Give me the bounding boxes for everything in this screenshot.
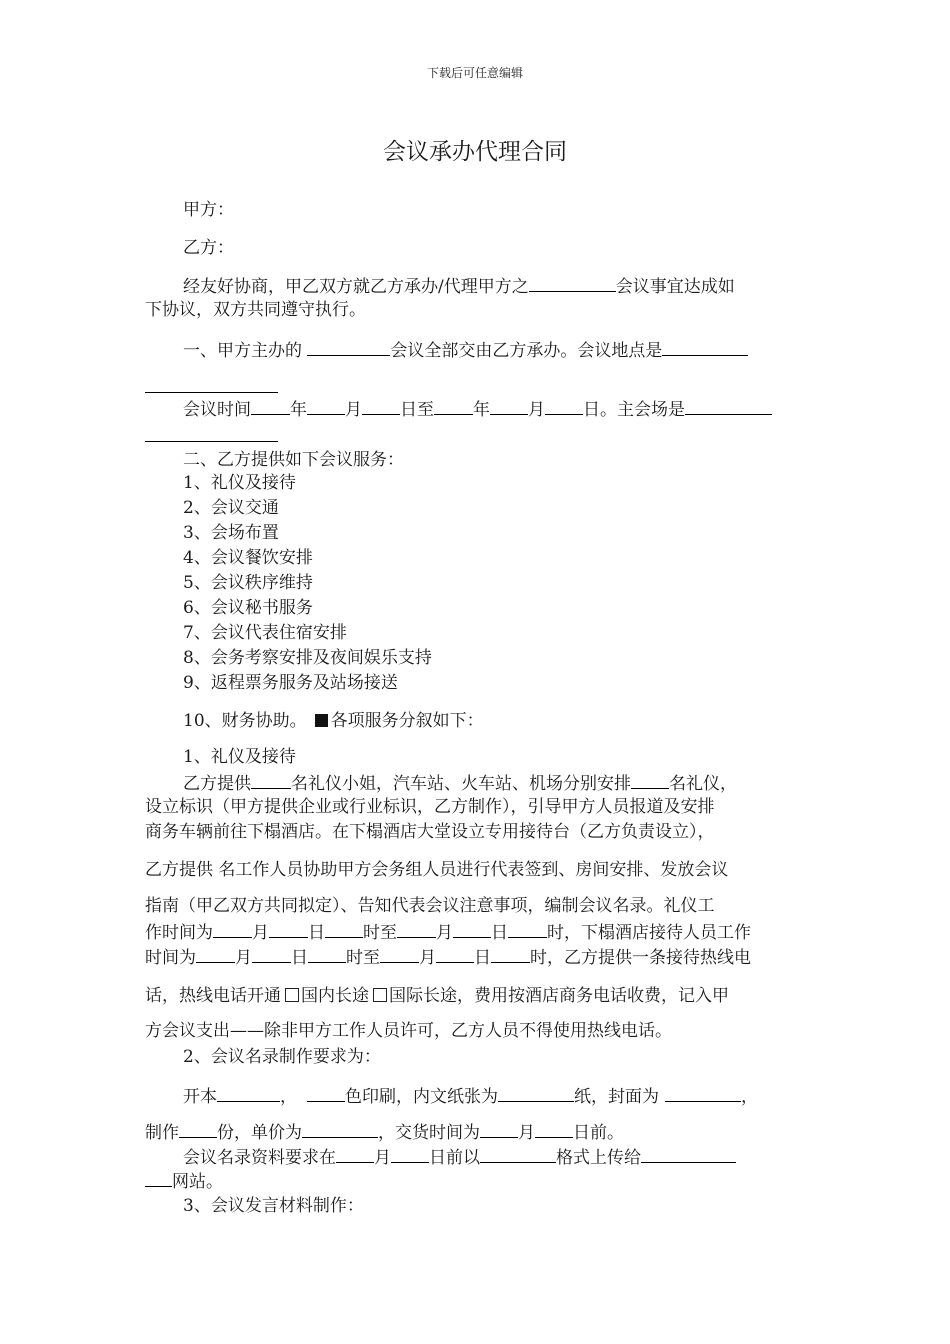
meeting-name-blank — [529, 273, 616, 292]
blank — [308, 944, 346, 963]
delivery-day: 日前。 — [573, 1123, 624, 1143]
item10-details-intro: 各项服务分叙如下： — [330, 711, 484, 731]
price-label: 份，单价为 — [217, 1123, 302, 1143]
reception-line-4: 乙方提供 名工作人员协助甲方会务组人员进行代表签到、房间安排、发放会议 — [145, 860, 729, 880]
start-year-blank — [251, 396, 290, 415]
sec1-text-a: 一、甲方主办的 — [183, 341, 308, 361]
meeting-time-line — [183, 396, 772, 422]
comma-2: ， — [741, 1087, 758, 1107]
l6-day-2: 日 — [491, 923, 508, 943]
station-hostess-blank — [631, 770, 669, 789]
start-day-blank — [362, 396, 400, 415]
time-day-2: 日。主会场是 — [583, 400, 685, 420]
l8-text-a: 话，热线电话开通 — [145, 986, 281, 1006]
l7-hour: 时至 — [346, 948, 380, 968]
l6-text-c: 时，下榻酒店接待人员工作 — [547, 923, 751, 943]
blank — [213, 919, 252, 938]
contract-title: 会议承办代理合同 — [383, 139, 567, 165]
l7-month-2: 月 — [419, 948, 436, 968]
party-b-label: 乙方： — [183, 238, 234, 258]
section-1-line — [183, 337, 748, 363]
upload-format-blank — [480, 1144, 556, 1163]
blank — [196, 944, 235, 963]
item10-text: 10、财务协助。 — [183, 711, 307, 731]
service-item: 5、会议秩序维持 — [183, 573, 313, 593]
section-2-heading: 二、乙方提供如下会议服务： — [183, 450, 404, 470]
sub-2-heading: 2、会议名录制作要求为： — [183, 1047, 381, 1067]
reception-line-5: 指南（甲乙双方共同拟定）、告知代表会议注意事项，编制会议名录。礼仪工 — [145, 896, 715, 916]
time-year-1: 年 — [290, 400, 307, 420]
service-item: 4、会议餐饮安排 — [183, 548, 313, 568]
delivery-day-blank — [535, 1119, 573, 1138]
organizer-meeting-blank — [307, 337, 390, 356]
service-item: 2、会议交通 — [183, 498, 279, 518]
domestic-long-distance: 国内长途 — [301, 986, 369, 1006]
upload-month: 月 — [374, 1148, 391, 1168]
blank — [397, 919, 436, 938]
cover-blank — [665, 1083, 741, 1102]
reception-line-8 — [145, 984, 729, 1008]
venue-blank — [662, 337, 748, 356]
print-text: 色印刷，内文纸张为 — [345, 1087, 498, 1107]
delivery-month: 月 — [518, 1123, 535, 1143]
l7-text-c: 时，乙方提供一条接待热线电 — [530, 948, 751, 968]
reception-line-2: 设立标识（甲方提供企业或行业标识，乙方制作），引导甲方人员报道及安排 — [145, 797, 715, 817]
directory-line-4 — [145, 1168, 223, 1194]
directory-line-1 — [183, 1083, 758, 1109]
intro-text-b: 会议事宜达成如 — [615, 277, 735, 297]
upload-label: 会议名录资料要求在 — [183, 1148, 336, 1168]
l6-text-a: 作时间为 — [145, 923, 213, 943]
service-item: 3、会场布置 — [183, 523, 279, 543]
hostess-count-blank — [251, 770, 291, 789]
p1-text-b: 名礼仪小姐，汽车站、火车站、机场分别安排 — [291, 774, 631, 794]
format-blank — [217, 1083, 280, 1102]
l6-month: 月 — [252, 923, 269, 943]
intro-text-a: 经友好协商，甲乙双方就乙方承办/代理甲方之 — [183, 277, 529, 297]
blank — [491, 944, 530, 963]
upload-day-blank — [391, 1144, 429, 1163]
blank — [269, 919, 308, 938]
start-month-blank — [307, 396, 345, 415]
blank — [436, 944, 474, 963]
service-item: 9、返程票务服务及站场接送 — [183, 673, 398, 693]
website-blank — [641, 1144, 736, 1163]
upload-month-blank — [336, 1144, 374, 1163]
service-item: 6、会议秘书服务 — [183, 598, 313, 618]
time-year-2: 年 — [473, 400, 490, 420]
party-a-label: 甲方： — [183, 200, 234, 220]
sub-3-heading: 3、会议发言材料制作： — [183, 1196, 364, 1216]
directory-line-3 — [183, 1144, 736, 1170]
website-text: 网站。 — [172, 1172, 223, 1192]
copies-blank — [179, 1119, 217, 1138]
blank — [325, 919, 363, 938]
l8-text-c: 国际长途，费用按酒店商务电话收费，记入甲 — [389, 986, 729, 1006]
color-blank — [307, 1083, 345, 1102]
l6-hour: 时至 — [363, 923, 397, 943]
checkbox-icon — [285, 988, 299, 1002]
square-bullet-icon — [315, 714, 328, 727]
main-venue-blank-continued — [145, 441, 278, 442]
upload-format-label: 日前以 — [429, 1148, 480, 1168]
blank — [508, 919, 547, 938]
service-item: 8、会务考察安排及夜间娱乐支持 — [183, 648, 432, 668]
comma: ， — [280, 1087, 297, 1107]
intro-line-1 — [183, 273, 735, 299]
p1-text-c: 名礼仪， — [669, 774, 737, 794]
l7-text-a: 时间为 — [145, 948, 196, 968]
l7-month: 月 — [235, 948, 252, 968]
p1-text-a: 乙方提供 — [183, 774, 251, 794]
time-month-1: 月 — [345, 400, 362, 420]
service-item: 7、会议代表住宿安排 — [183, 623, 347, 643]
price-blank — [302, 1119, 378, 1138]
l7-day: 日 — [291, 948, 308, 968]
reception-line-6 — [145, 919, 751, 945]
sub-1-heading: 1、礼仪及接待 — [183, 747, 296, 767]
blank — [453, 919, 491, 938]
checkbox-icon — [373, 988, 387, 1002]
make-label: 制作 — [145, 1123, 179, 1143]
service-item-10 — [183, 709, 484, 733]
cover-text: 纸，封面为 — [574, 1087, 659, 1107]
website-blank-continued — [145, 1168, 172, 1187]
blank — [252, 944, 291, 963]
delivery-month-blank — [480, 1119, 518, 1138]
blank — [380, 944, 419, 963]
paper-blank — [498, 1083, 574, 1102]
main-venue-blank — [685, 396, 772, 415]
l7-day-2: 日 — [474, 948, 491, 968]
reception-line-7 — [145, 944, 751, 970]
venue-blank-continued — [145, 392, 278, 393]
reception-line-1 — [183, 770, 737, 796]
l6-day: 日 — [308, 923, 325, 943]
l6-month-2: 月 — [436, 923, 453, 943]
time-label: 会议时间 — [183, 400, 251, 420]
time-day-1: 日至 — [400, 400, 434, 420]
page-header-note: 下载后可任意编辑 — [426, 66, 523, 80]
upload-to-label: 格式上传给 — [556, 1148, 641, 1168]
intro-line-2: 下协议，双方共同遵守执行。 — [145, 300, 366, 320]
reception-line-9: 方会议支出——除非甲方工作人员许可，乙方人员不得使用热线电话。 — [145, 1021, 672, 1041]
delivery-label: ，交货时间为 — [378, 1123, 480, 1143]
directory-line-2 — [145, 1119, 624, 1145]
end-day-blank — [545, 396, 583, 415]
reception-line-3: 商务车辆前往下榻酒店。在下榻酒店大堂设立专用接待台（乙方负责设立）， — [145, 822, 715, 842]
end-month-blank — [490, 396, 528, 415]
sec1-text-b: 会议全部交由乙方承办。会议地点是 — [390, 341, 663, 361]
service-item: 1、礼仪及接待 — [183, 473, 296, 493]
end-year-blank — [434, 396, 473, 415]
time-month-2: 月 — [528, 400, 545, 420]
format-label: 开本 — [183, 1087, 217, 1107]
